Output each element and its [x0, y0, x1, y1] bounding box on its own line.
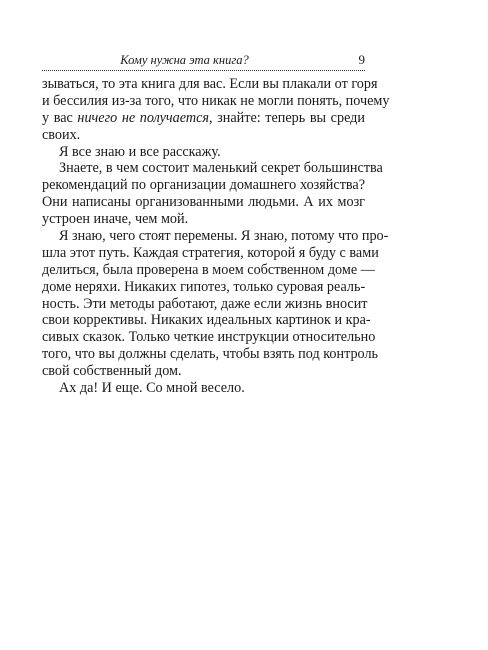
running-head	[42, 52, 365, 68]
text-line	[42, 110, 365, 127]
text-line: Ах да! И еще. Со мной весело.	[59, 380, 245, 397]
text-line: свои коррективы. Никаких идеальных картинок и кра-	[42, 312, 371, 329]
header-dotted-rule	[42, 70, 365, 71]
body-text	[42, 76, 390, 397]
text-line: ность. Эти методы работают, даже если жизнь вносит	[42, 295, 368, 312]
text-line: зываться, то эта книга для вас. Если вы плакали от горя	[42, 76, 378, 92]
paragraph-2	[42, 144, 365, 161]
text-line: того, что вы должны сделать, чтобы взять под контроль	[42, 346, 379, 363]
text-line: Я все знаю и все расскажу.	[59, 143, 221, 160]
text-line: Они написаны организованными людьми. А их мозг	[42, 194, 365, 211]
text-line: устроен иначе, чем мой.	[42, 211, 189, 228]
text-line: Я знаю, чего стоят перемены. Я знаю, потому что про-	[59, 228, 389, 245]
text-line: и бессилия из-за того, что никак не могли понять, почему	[42, 92, 390, 109]
text-line: Знаете, в чем состоит маленький секрет большинства	[59, 160, 383, 177]
text-line: свой собственный дом.	[42, 363, 182, 380]
text-line: сивых сказок. Только четкие инструкции относительно	[42, 329, 376, 346]
paragraph-4	[42, 228, 389, 380]
paragraph-3	[42, 160, 383, 228]
text-fragment: , знайте: теперь вы среди	[209, 109, 365, 126]
paragraph-5	[42, 380, 365, 397]
text-line: рекомендаций по организации домашнего хозяйства?	[42, 177, 365, 194]
page-number: 9	[358, 52, 365, 67]
running-title: Кому нужна эта книга?	[120, 53, 249, 67]
paragraph-1	[42, 76, 390, 144]
text-line: своих.	[42, 126, 81, 143]
text-line: шла этот путь. Каждая стратегия, которой я буду с вами	[42, 244, 379, 261]
emphasized-phrase: ничего не получается	[77, 109, 210, 126]
text-line: доме неряхи. Никаких гипотез, только суровая реаль-	[42, 278, 366, 295]
text-fragment: у вас	[42, 109, 78, 126]
text-line: делиться, была проверена в моем собственном доме —	[42, 261, 375, 278]
